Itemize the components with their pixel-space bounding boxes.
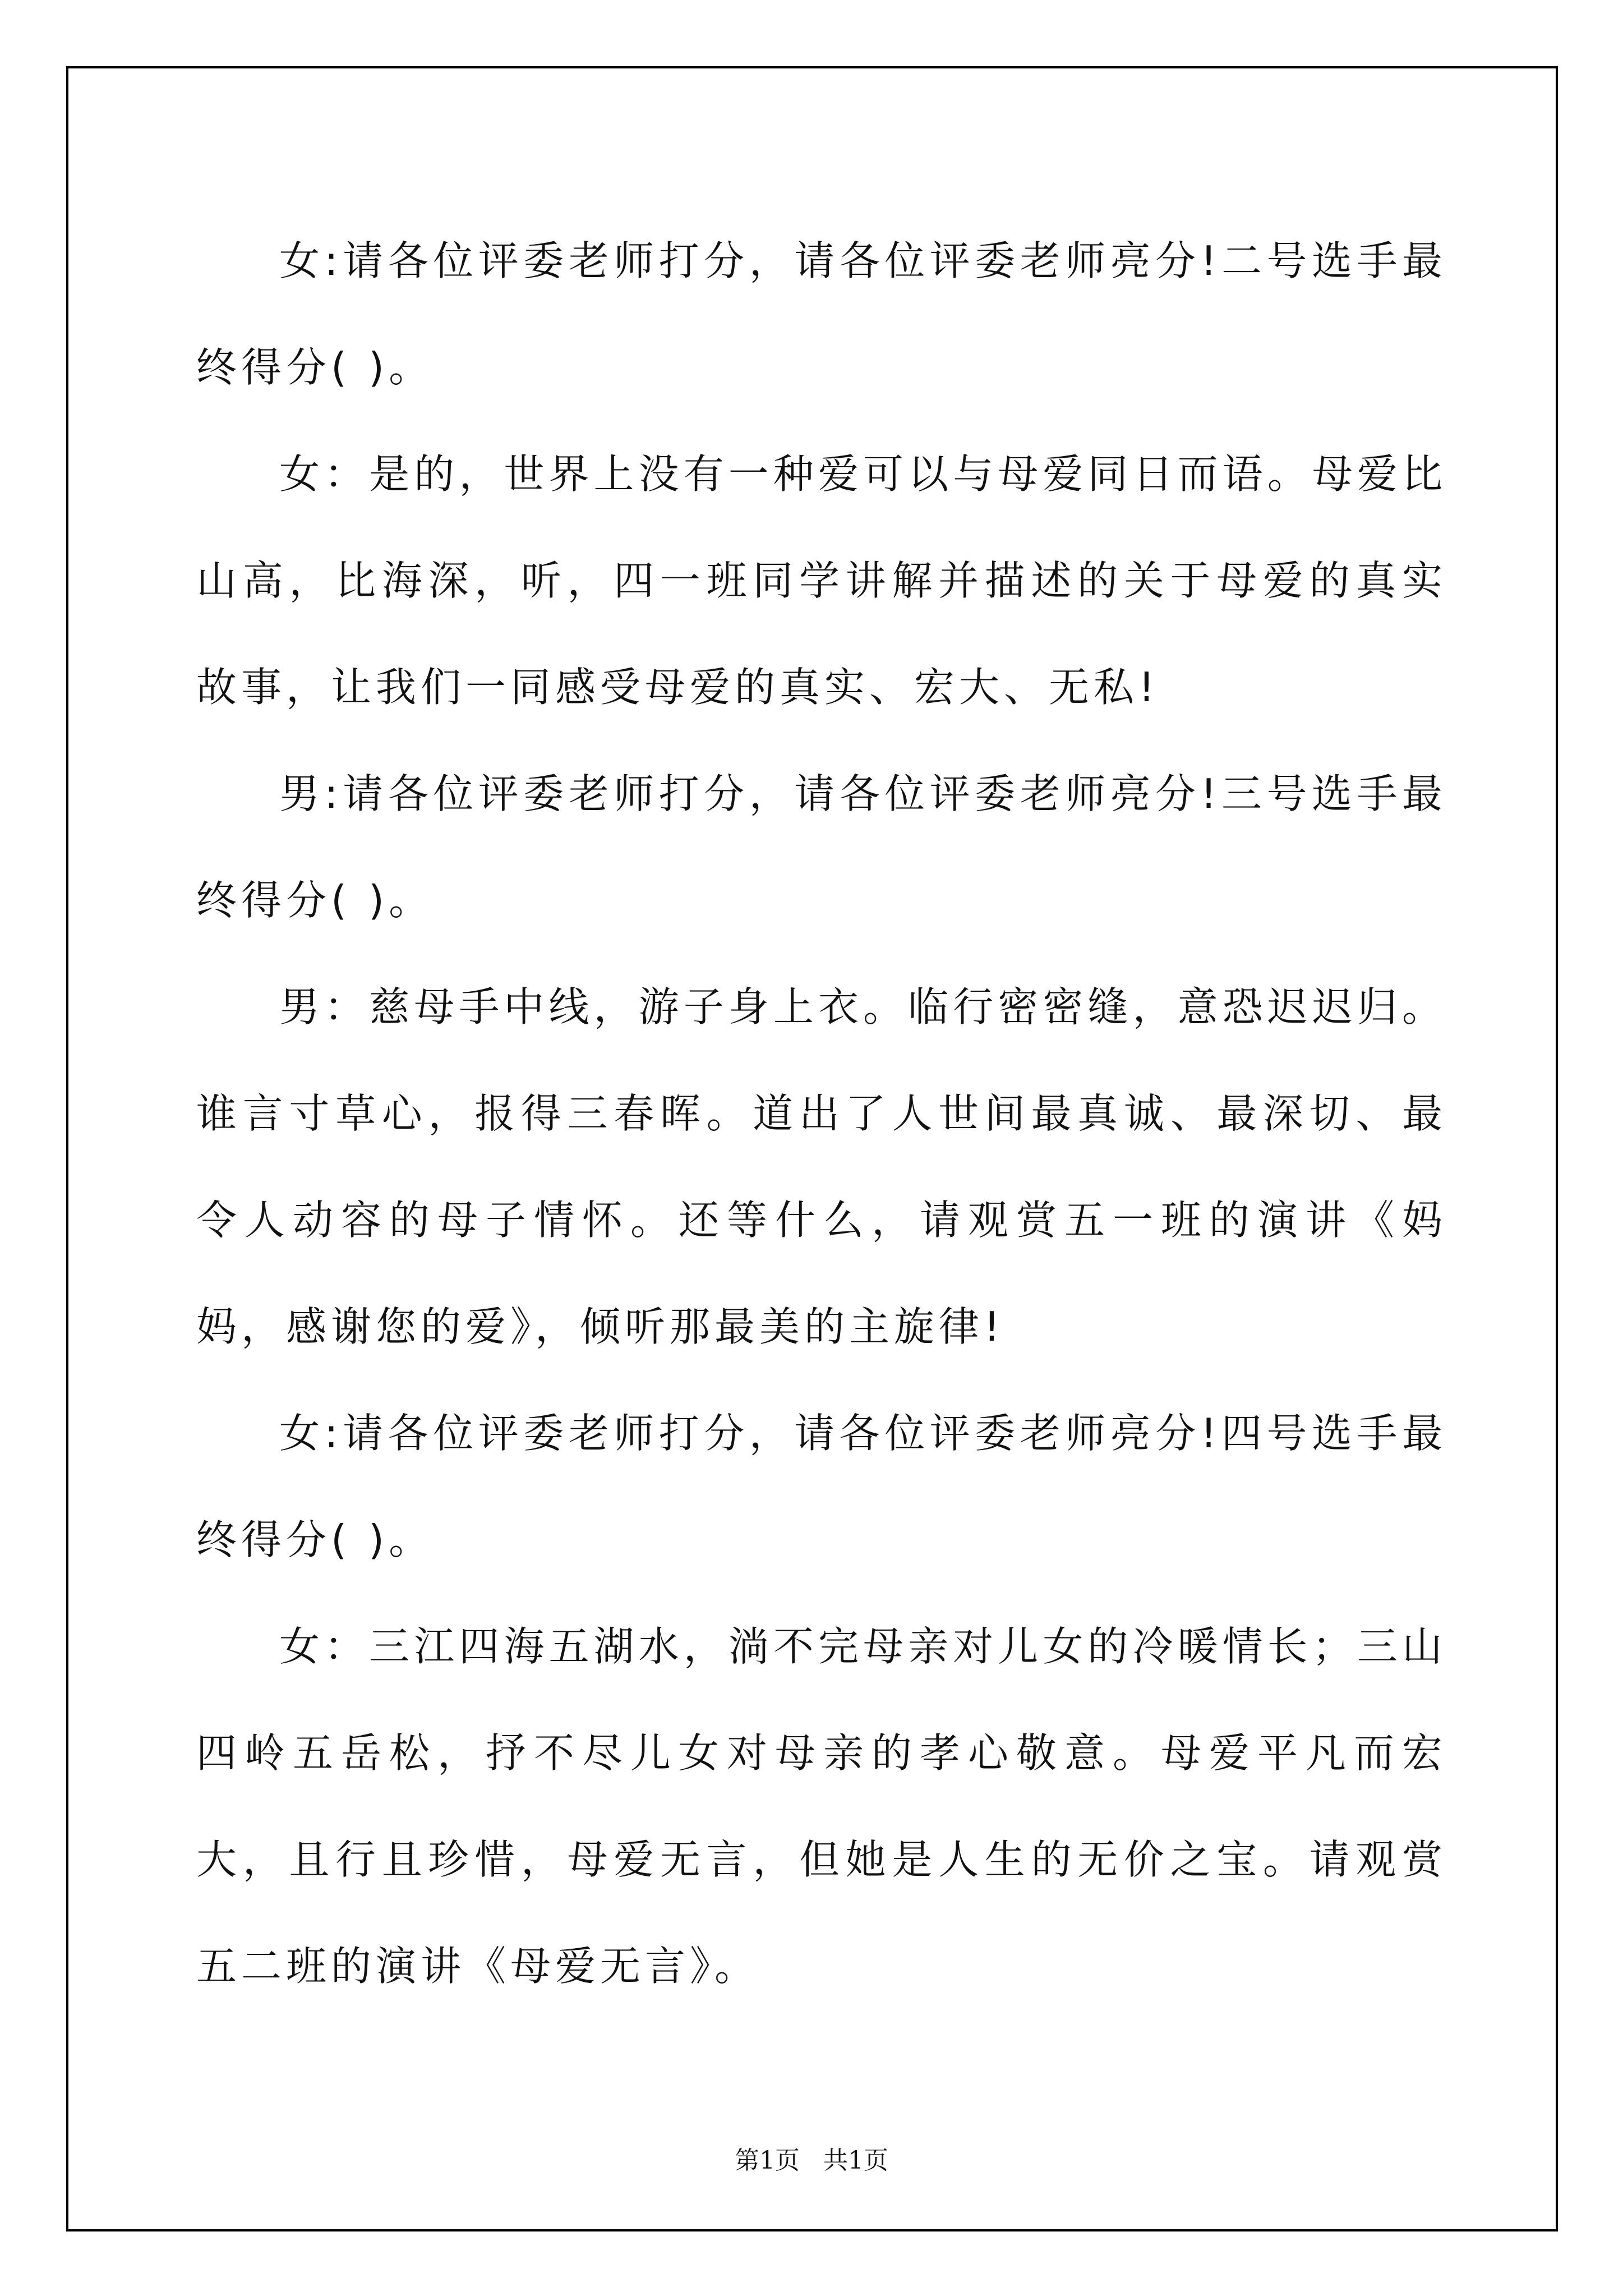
- page-footer: [0, 2140, 1623, 2176]
- paragraph: 女:请各位评委老师打分，请各位评委老师亮分!二号选手最终得分( )。: [196, 237, 1447, 391]
- paragraph: 女:请各位评委老师打分，请各位评委老师亮分!四号选手最终得分( )。: [196, 1410, 1447, 1563]
- paragraph: 女：是的，世界上没有一种爱可以与母爱同日而语。母爱比山高，比海深，听，四一班同学讲解并描述的关于母爱的真实故事，让我们一同感受母爱的真实、宏大、无私!: [196, 450, 1447, 711]
- document-body: [196, 208, 1447, 2019]
- paragraph: 男:请各位评委老师打分，请各位评委老师亮分!三号选手最终得分( )。: [196, 770, 1447, 924]
- page-number: 第1页: [735, 2146, 800, 2175]
- paragraph: 男：慈母手中线，游子身上衣。临行密密缝，意恐迟迟归。谁言寸草心，报得三春晖。道出了人世间最真诚、最深切、最令人动容的母子情怀。还等什么，请观赏五一班的演讲《妈妈，感谢您的爱》，倾听那最美的主旋律!: [196, 983, 1447, 1350]
- paragraph: 女：三江四海五湖水，淌不完母亲对儿女的冷暖情长；三山四岭五岳松，抒不尽儿女对母亲的孝心敬意。母爱平凡而宏大，且行且珍惜，母爱无言，但她是人生的无价之宝。请观赏五二班的演讲《母爱无言》。: [196, 1623, 1447, 1990]
- page-total: 共1页: [823, 2146, 888, 2175]
